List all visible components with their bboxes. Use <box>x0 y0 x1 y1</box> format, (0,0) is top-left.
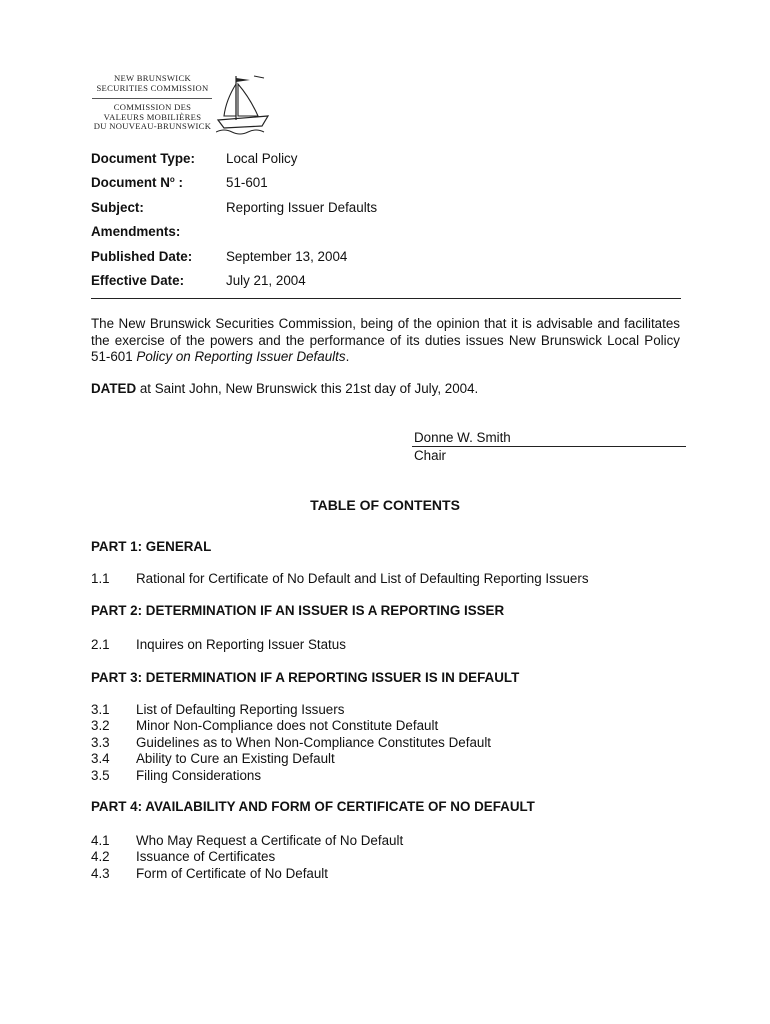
policy-title: Policy on Reporting Issuer Defaults <box>136 349 346 364</box>
meta-label-colon: : <box>174 175 183 190</box>
toc-item-text: Ability to Cure an Existing Default <box>136 751 335 766</box>
signature-name: Donne W. Smith <box>414 430 511 445</box>
toc-item-text: Minor Non-Compliance does not Constitute Default <box>136 718 439 733</box>
logo-line: SECURITIES COMMISSION <box>96 82 209 93</box>
toc-part-title: PART 3: DETERMINATION IF A REPORTING ISSUER IS IN DEFAULT <box>91 670 520 685</box>
meta-effective-date <box>91 273 691 291</box>
toc-item-text: Rational for Certificate of No Default and List of Defaulting Reporting Issuers <box>136 571 589 586</box>
toc-item-number: 3.2 <box>91 718 110 733</box>
toc-part-title: PART 1: GENERAL <box>91 539 212 554</box>
logo-text-fr <box>90 103 215 132</box>
signature-rule <box>412 446 686 447</box>
intro-paragraph <box>91 316 680 366</box>
meta-label: Effective Date: <box>91 273 185 288</box>
toc-item-text: Who May Request a Certificate of No Default <box>136 833 404 848</box>
intro-text: The New Brunswick Securities Commission, being of the opinion that it is advisable and facilitates the exercise of the powers and the performance of its duties issues New Brunswick Local Policy 51-601 <box>91 316 680 364</box>
logo-line: DU NOUVEAU-BRUNSWICK <box>93 121 212 131</box>
meta-value: Reporting Issuer Defaults <box>226 200 378 215</box>
meta-document-number <box>91 175 691 193</box>
toc-item-text: Filing Considerations <box>136 768 262 783</box>
header-rule <box>91 298 681 299</box>
toc-item-text: Form of Certificate of No Default <box>136 866 329 881</box>
toc-item-number: 4.1 <box>91 833 110 848</box>
toc-part-title: PART 2: DETERMINATION IF AN ISSUER IS A REPORTING ISSER <box>91 603 505 618</box>
meta-value: 51-601 <box>226 175 268 190</box>
toc-item-number: 2.1 <box>91 637 110 652</box>
meta-label: Amendments: <box>91 224 181 239</box>
toc-item-text: Inquires on Reporting Issuer Status <box>136 637 346 652</box>
toc-item-number: 4.3 <box>91 866 110 881</box>
toc-item-number: 1.1 <box>91 571 110 586</box>
meta-label <box>91 175 183 190</box>
sailboat-icon <box>216 72 274 136</box>
meta-value: July 21, 2004 <box>226 273 306 288</box>
meta-label-text: Document N <box>91 175 170 190</box>
logo-divider <box>92 98 212 99</box>
toc-item-number: 3.5 <box>91 768 110 783</box>
dated-paragraph <box>91 381 680 398</box>
meta-label: Document Type: <box>91 151 195 166</box>
meta-value: Local Policy <box>226 151 298 166</box>
logo-text-en <box>90 74 215 93</box>
toc-item-number: 3.1 <box>91 702 110 717</box>
logo-line: NEW BRUNSWICK <box>113 73 192 83</box>
meta-subject <box>91 200 691 218</box>
meta-label: Published Date: <box>91 249 193 264</box>
toc-item-number: 3.4 <box>91 751 110 766</box>
toc-heading: TABLE OF CONTENTS <box>310 497 460 513</box>
signature-title: Chair <box>414 448 446 463</box>
dated-text: at Saint John, New Brunswick this 21st day of July, 2004. <box>136 381 479 396</box>
toc-item-text: Issuance of Certificates <box>136 849 276 864</box>
commission-logo <box>90 72 275 138</box>
logo-line: COMMISSION DES <box>113 102 192 112</box>
toc-item-text: List of Defaulting Reporting Issuers <box>136 702 345 717</box>
intro-period: . <box>345 349 350 364</box>
toc-item-number: 3.3 <box>91 735 110 750</box>
meta-document-type <box>91 151 691 169</box>
meta-label: Subject: <box>91 200 144 215</box>
meta-amendments <box>91 224 691 242</box>
toc-item-text: Guidelines as to When Non-Compliance Constitutes Default <box>136 735 492 750</box>
meta-published-date <box>91 249 691 267</box>
meta-value: September 13, 2004 <box>226 249 348 264</box>
toc-part-title: PART 4: AVAILABILITY AND FORM OF CERTIFICATE OF NO DEFAULT <box>91 799 535 814</box>
toc-item-number: 4.2 <box>91 849 110 864</box>
meta-label-sup: o <box>169 175 175 184</box>
dated-label: DATED <box>91 381 137 396</box>
logo-line: VALEURS MOBILIÈRES <box>103 111 202 122</box>
